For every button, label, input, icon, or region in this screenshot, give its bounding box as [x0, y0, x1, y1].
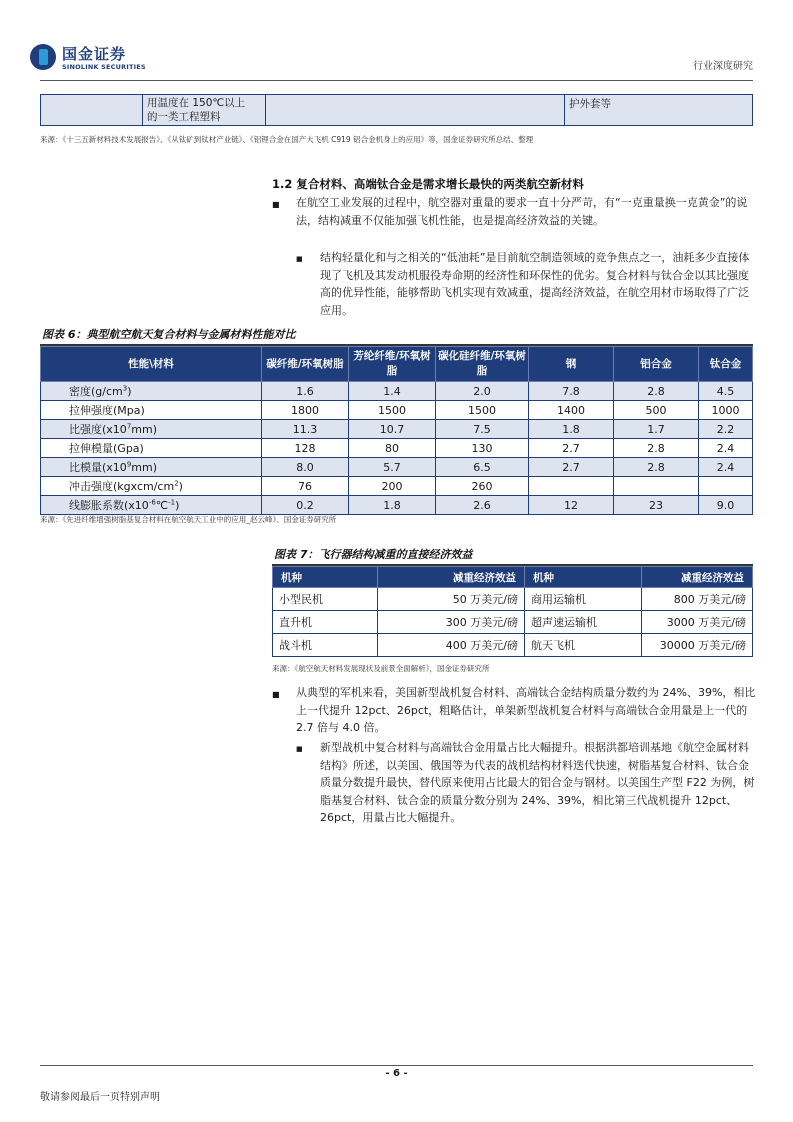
figure-7-source: 来源：《航空航天材料发展现状及前景全面解析》，国金证券研究所	[272, 664, 490, 673]
fig6-cell	[529, 477, 614, 496]
continued-cell-1	[41, 95, 143, 126]
fig6-header-6: 钛合金	[699, 347, 753, 382]
fig6-cell: 7.5	[436, 420, 529, 439]
fig6-cell: 500	[614, 401, 699, 420]
bullet-square-icon: ■	[272, 200, 280, 209]
fig6-cell: 130	[436, 439, 529, 458]
fig6-header-4: 钢	[529, 347, 614, 382]
fig6-cell: 2.8	[614, 458, 699, 477]
fig7-aircraft-cell: 小型民机	[273, 588, 378, 611]
disclaimer-text: 敬请参阅最后一页特别声明	[40, 1092, 160, 1103]
sub-bullet-square-icon-2: ■	[296, 745, 303, 753]
fig6-cell	[699, 477, 753, 496]
figure-6-source: 来源：《先进纤维增强树脂基复合材料在航空航天工业中的应用_赵云峰》、国金证券研究所	[40, 515, 337, 524]
fig6-cell: 1.8	[529, 420, 614, 439]
fig6-cell: 2.4	[699, 439, 753, 458]
fig6-row	[41, 439, 753, 458]
fig6-cell: 11.3	[262, 420, 349, 439]
fig6-cell: 2.7	[529, 458, 614, 477]
fig6-cell: 80	[349, 439, 436, 458]
fig7-aircraft-cell: 超声速运输机	[525, 611, 642, 634]
continued-cell-3	[266, 95, 565, 126]
fig6-cell: 1000	[699, 401, 753, 420]
fig6-cell: 76	[262, 477, 349, 496]
fig6-cell: 1800	[262, 401, 349, 420]
fig7-row	[273, 611, 753, 634]
fig6-cell: 1500	[349, 401, 436, 420]
fig6-row	[41, 382, 753, 401]
fig7-header-0: 机种	[273, 567, 378, 588]
fig6-header-5: 铝合金	[614, 347, 699, 382]
fig6-row	[41, 477, 753, 496]
fig6-row-label: 比强度$(x10^7mm)$	[41, 420, 262, 439]
sinolink-logo-icon	[30, 44, 56, 70]
figure-6-table	[40, 346, 753, 515]
fig7-benefit-cell: 50 万美元/磅	[378, 588, 525, 611]
fig6-cell: 2.8	[614, 439, 699, 458]
paragraph-2: 结构轻量化和与之相关的“低油耗”是目前航空制造领域的竞争焦点之一，油耗多少直接体现了飞机及其发动机服役寿命期的经济性和环保性的优劣。复合材料与钛合金以其比强度高的优异性能，能够帮助飞机实现有效减重，提高经济效益，在航空用材市场取得了广泛应用。	[320, 251, 750, 317]
fig6-cell: 2.7	[529, 439, 614, 458]
fig6-cell	[614, 477, 699, 496]
fig7-header-3: 减重经济效益	[642, 567, 753, 588]
fig7-benefit-cell: 300 万美元/磅	[378, 611, 525, 634]
page-number: - 6 -	[385, 1068, 408, 1079]
fig6-header-2: 芳纶纤维/环氧树脂	[349, 347, 436, 382]
paragraph-3: 从典型的军机来看，美国新型战机复合材料、高端钛合金结构质量分数约为 24%、39%，相比上一代提升 12pct、26pct，粗略估计，单架新型战机复合材料与高端钛合金用量是上一代的 2.7 倍与 4.0 倍。	[296, 686, 756, 734]
paragraph-1: 在航空工业发展的过程中，航空器对重量的要求一直十分严苛，有“一克重量换一克黄金”的说法，结构减重不仅能加强飞机性能，也是提高经济效益的关键。	[296, 196, 748, 227]
footer-divider	[40, 1065, 753, 1066]
fig7-aircraft-cell: 航天飞机	[525, 634, 642, 657]
fig6-cell: 1.7	[614, 420, 699, 439]
fig6-cell: 2.6	[436, 496, 529, 515]
fig6-cell: 4.5	[699, 382, 753, 401]
sub-bullet-square-icon: ■	[296, 255, 303, 263]
fig7-benefit-cell: 400 万美元/磅	[378, 634, 525, 657]
fig6-cell: 10.7	[349, 420, 436, 439]
fig6-cell: 128	[262, 439, 349, 458]
fig6-cell: 1.4	[349, 382, 436, 401]
fig6-row-label: 比模量$(x10^9mm)$	[41, 458, 262, 477]
fig6-row-label: 拉伸强度(Mpa)	[41, 401, 262, 420]
fig6-row-label: 拉伸模量(Gpa)	[41, 439, 262, 458]
fig6-cell: 1.6	[262, 382, 349, 401]
fig6-row-label: 冲击强度$(kgxcm/cm^2)$	[41, 477, 262, 496]
fig6-cell: 5.7	[349, 458, 436, 477]
fig6-row	[41, 420, 753, 439]
fig7-row	[273, 634, 753, 657]
fig6-row-label: 线膨胀系数$(x10^{-6}℃^{-1})$	[41, 496, 262, 515]
logo-cn-text: 国金证券	[62, 45, 127, 63]
fig6-header-3: 碳化硅纤维/环氧树脂	[436, 347, 529, 382]
fig7-header-2: 机种	[525, 567, 642, 588]
fig6-cell: 0.2	[262, 496, 349, 515]
fig6-row	[41, 496, 753, 515]
fig6-cell: 8.0	[262, 458, 349, 477]
fig7-row	[273, 588, 753, 611]
fig6-cell: 23	[614, 496, 699, 515]
continued-cell-2-line2: 的一类工程塑料	[147, 111, 221, 123]
fig6-cell: 1400	[529, 401, 614, 420]
fig7-aircraft-cell: 商用运输机	[525, 588, 642, 611]
logo-en-text: SINOLINK SECURITIES	[62, 63, 146, 71]
fig6-cell: 2.8	[614, 382, 699, 401]
fig7-benefit-cell: 800 万美元/磅	[642, 588, 753, 611]
fig7-benefit-cell: 30000 万美元/磅	[642, 634, 753, 657]
paragraph-4: 新型战机中复合材料与高端钛合金用量占比大幅提升。根据洪都培训基地《航空金属材料结构》所述，以美国、俄国等为代表的战机结构材料迭代快速，树脂基复合材料、钛合金质量分数提升最快，替代原来使用占比最大的铝合金与钢材。以美国生产型 F22 为例，树脂基复合材料、钛合金的质量分数分别为 24%、39%，相比第三代战机提升 12pct、26pct，用量占比大幅提升。	[320, 741, 755, 824]
fig6-cell: 12	[529, 496, 614, 515]
fig6-row-label: 密度$(g/cm^3)$	[41, 382, 262, 401]
continued-cell-4: 护外套等	[565, 95, 753, 126]
doc-type-label: 行业深度研究	[693, 61, 753, 72]
source-note-1: 来源：《十三五新材料技术发展报告》、《从钛矿到钛材产业链》、《铝锂合金在国产大飞机 C919 铝合金机身上的应用》等，国金证券研究所总结、整理	[40, 135, 534, 144]
fig7-header-1: 减重经济效益	[378, 567, 525, 588]
fig6-cell: 9.0	[699, 496, 753, 515]
fig6-cell: 7.8	[529, 382, 614, 401]
fig7-benefit-cell: 3000 万美元/磅	[642, 611, 753, 634]
fig6-cell: 1.8	[349, 496, 436, 515]
continued-table	[40, 94, 753, 126]
fig6-header-0: 性能\材料	[41, 347, 262, 382]
continued-cell-2	[143, 95, 266, 126]
fig7-aircraft-cell: 战斗机	[273, 634, 378, 657]
fig6-cell: 2.2	[699, 420, 753, 439]
fig6-header-1: 碳纤维/环氧树脂	[262, 347, 349, 382]
fig6-row	[41, 458, 753, 477]
bullet-square-icon-2: ■	[272, 690, 280, 699]
fig6-row	[41, 401, 753, 420]
header-divider	[40, 80, 753, 81]
fig6-cell: 2.4	[699, 458, 753, 477]
fig6-cell: 200	[349, 477, 436, 496]
figure-7-table	[272, 566, 753, 657]
fig6-cell: 2.0	[436, 382, 529, 401]
fig7-aircraft-cell: 直升机	[273, 611, 378, 634]
fig6-cell: 6.5	[436, 458, 529, 477]
fig6-cell: 1500	[436, 401, 529, 420]
figure-6-title: 图表 6：典型航空航天复合材料与金属材料性能对比	[42, 328, 296, 341]
figure-7-title: 图表 7：飞行器结构减重的直接经济效益	[274, 548, 473, 561]
section-title: 1.2 复合材料、高端钛合金是需求增长最快的两类航空新材料	[272, 177, 584, 191]
fig6-cell: 260	[436, 477, 529, 496]
continued-cell-2-line1: 用温度在 150℃以上	[147, 97, 246, 109]
